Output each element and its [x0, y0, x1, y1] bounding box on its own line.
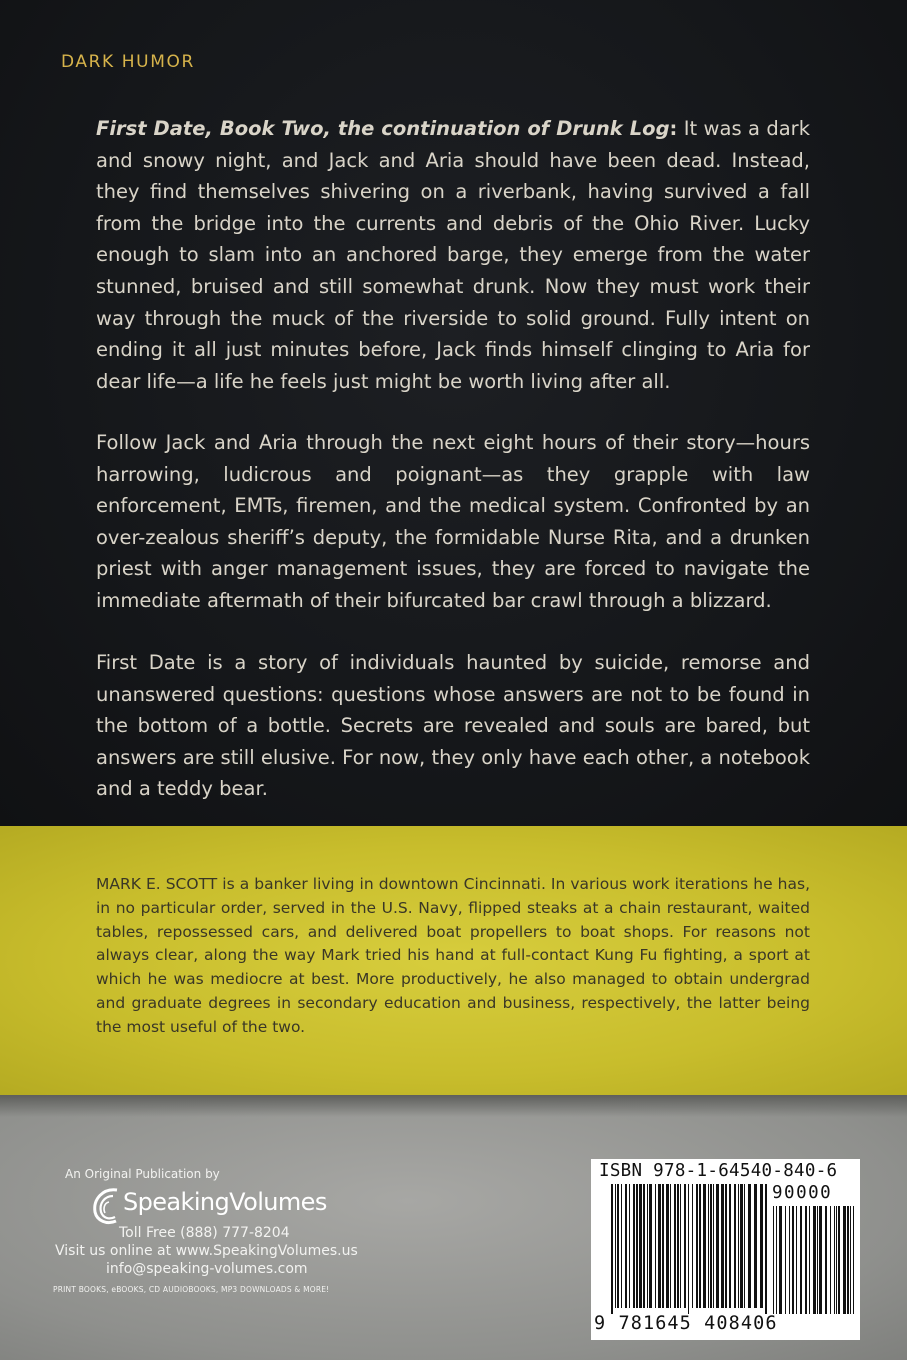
barcode-bar: [696, 1184, 698, 1308]
barcode-bar: [666, 1184, 669, 1308]
barcode-bar: [633, 1184, 635, 1308]
barcode-bar: [677, 1184, 679, 1308]
barcode-bar: [617, 1184, 619, 1308]
barcode-bar: [725, 1184, 727, 1308]
barcode-bar: [779, 1206, 782, 1314]
barcode-bar: [744, 1184, 745, 1308]
publisher-formats: PRINT BOOKS, eBOOKS, CD AUDIOBOOKS, MP3 DOWNLOADS & MORE!: [53, 1285, 330, 1294]
publisher-logo: [89, 1185, 329, 1227]
blurb-lead: First Date, Book Two, the continuation of Drunk Log: [96, 117, 670, 140]
barcode-bar: [825, 1206, 827, 1314]
barcode-bar: [734, 1184, 736, 1308]
isbn-barcode: [591, 1159, 860, 1340]
barcode-bar: [684, 1184, 686, 1308]
logo-wordmark: [123, 1188, 327, 1216]
barcode-bar: [843, 1206, 846, 1314]
barcode-bar: [847, 1206, 849, 1314]
barcode-bar: [838, 1206, 840, 1314]
barcode-bar: [636, 1184, 638, 1308]
publisher-website: Visit us online at www.SpeakingVolumes.us: [55, 1243, 358, 1259]
barcode-bar: [785, 1206, 786, 1314]
barcode-bar: [615, 1184, 616, 1308]
barcode-bar: [662, 1184, 664, 1308]
barcode-bar: [629, 1184, 630, 1308]
barcode-bar: [710, 1184, 712, 1308]
barcode-bar: [748, 1184, 751, 1308]
barcode-bar: [639, 1184, 642, 1308]
author-bio: MARK E. SCOTT is a banker living in downtown Cincinnati. In various work iterations he has, in no particular order, served in the U.S. Navy, flipped steaks at a chain restaurant, waited tables, repossessed cars, and delivered boat propellers to boat shops. For reasons not always clear, along the way Mark tried his hand at full-contact Kung Fu fighting, a sport at which he was mediocre at best. More productively, he also managed to obtain undergrad and graduate degrees in secondary education and business, respectively, the latter being the most useful of the two.: [96, 875, 810, 1036]
barcode-bar: [716, 1184, 719, 1308]
barcode-bar: [699, 1184, 701, 1308]
publisher-phone: Toll Free (888) 777-8204: [119, 1225, 290, 1241]
barcode-bar: [819, 1206, 822, 1314]
barcode-bar: [703, 1184, 706, 1308]
barcode-bar: [792, 1206, 794, 1314]
barcode-bar: [773, 1206, 774, 1314]
barcode-bar: [765, 1184, 767, 1314]
barcode-bar: [721, 1184, 724, 1308]
genre-label: DARK HUMOR: [61, 52, 195, 72]
barcode-bar: [836, 1206, 837, 1314]
barcode-bar: [817, 1206, 818, 1314]
blurb-text-1: It was a dark and snowy night, and Jack and Aria should have been dead. Instead, they find themselves shivering on a riverbank, having survived a fall from the bridge into the currents and debris of the Ohio River. Lucky enough to slam into an anchored barge, they emerge from the water stunned, bruised and still somewhat drunk. Now they must work their way through the muck of the riverside to solid ground. Fully intent on ending it all just minutes before, Jack finds himself clinging to Aria for dear life—a life he feels just might be worth living after all.: [96, 117, 810, 393]
barcode-bar: [658, 1184, 661, 1308]
barcode-bar: [809, 1206, 810, 1314]
barcode-bar: [796, 1206, 797, 1314]
barcode-bar: [813, 1206, 816, 1314]
barcode-bar: [740, 1184, 743, 1308]
barcode-bar: [729, 1184, 731, 1308]
logo-word-2: Volumes: [229, 1188, 327, 1216]
barcode-bar: [708, 1184, 709, 1308]
barcode-bar: [834, 1206, 835, 1314]
ean-digits: 9 781645 408406: [594, 1313, 778, 1334]
barcode-bar: [800, 1206, 802, 1314]
barcode-bar: [611, 1184, 613, 1314]
barcode-bar: [760, 1184, 763, 1308]
barcode-bar: [688, 1184, 689, 1314]
blurb-paragraph-1: First Date, Book Two, the continuation of Drunk Log: It was a dark and snowy night, and Jack and Aria should have been dead. Instead, they find themselves shivering on a riverbank, having survived a fall from the bridge into the currents and debris of the Ohio River. Lucky enough to slam into an anchored barge, they emerge from the water stunned, bruised and still somewhat drunk. Now they must work their way through the muck of the riverside to solid ground. Fully intent on ending it all just minutes before, Jack finds himself clinging to Aria for dear life—a life he feels just might be worth living after all.: [96, 117, 810, 393]
barcode-bar: [670, 1184, 671, 1308]
swirl-icon: [89, 1185, 125, 1227]
barcode-bar: [853, 1206, 854, 1314]
barcode-bar: [655, 1184, 656, 1308]
barcode-bar: [625, 1184, 627, 1308]
isbn-label: ISBN 978-1-64540-840-6: [599, 1161, 838, 1181]
barcode-bar: [754, 1184, 757, 1308]
author-bio-section: [0, 826, 907, 1095]
publisher-barcode-section: [0, 1095, 907, 1360]
barcode-bar: [738, 1184, 739, 1308]
barcode-bar: [692, 1184, 693, 1308]
barcode-bar: [830, 1206, 831, 1314]
blurb-paragraph-3: First Date is a story of individuals haunted by suicide, remorse and unanswered questions: questions whose answers are not to be found in the bottom of a bottle. Secrets are revealed and souls are bared, but answers are still elusive. For now, they only have each other, a notebook and a teddy bear.: [96, 651, 810, 801]
band-shadow: [0, 1095, 907, 1117]
barcode-bar: [776, 1206, 777, 1314]
barcode-bar: [647, 1184, 648, 1308]
barcode-bar: [789, 1206, 790, 1314]
barcode-bar: [805, 1206, 807, 1314]
price-addon-number: 90000: [772, 1183, 833, 1203]
barcode-bar: [850, 1206, 851, 1314]
barcode-bar: [674, 1184, 676, 1308]
blurb-paragraph-2: Follow Jack and Aria through the next eight hours of their story—hours harrowing, ludicrous and poignant—as they grapple with law enforcement, EMTs, firemen, and the medical system. Confronted by an over-zealous sheriff’s deputy, the formidable Nurse Rita, and a drunken priest with anger management issues, they are forced to navigate the immediate aftermath of their bifurcated bar crawl through a blizzard.: [96, 431, 810, 612]
publisher-email: info@speaking-volumes.com: [106, 1261, 308, 1277]
logo-word-1: Speaking: [123, 1188, 230, 1216]
publisher-tagline: An Original Publication by: [65, 1167, 220, 1181]
barcode-bar: [680, 1184, 681, 1308]
barcode-bar: [621, 1184, 622, 1308]
barcode-bar: [713, 1184, 714, 1308]
barcode-bar: [649, 1184, 652, 1308]
barcode-bar: [643, 1184, 645, 1308]
